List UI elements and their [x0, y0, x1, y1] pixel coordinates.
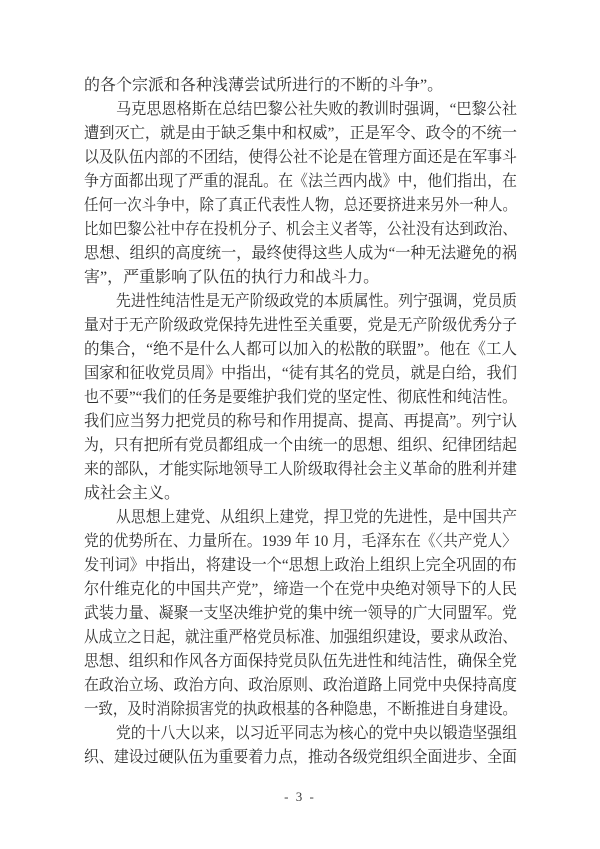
text-line-content: 从成立之日起，就注重严格党员标准、加强组织建设，要求从政治、	[84, 629, 517, 646]
text-line	[84, 194, 517, 218]
text-line	[84, 98, 517, 122]
text-line	[84, 746, 517, 770]
text-line-content: 的集合，“绝不是什么人都可以加入的松散的联盟”。他在《工人	[84, 341, 517, 358]
text-line	[84, 602, 517, 626]
text-line-content: 发刊词》中指出，将建设一个“思想上政治上组织上完全巩固的布	[84, 557, 517, 574]
text-line-content: 的各个宗派和各种浅薄尝试所进行的不断的斗争”。	[84, 77, 444, 94]
text-line	[84, 506, 517, 530]
text-line-content: 武装力量、凝聚一支坚决维护党的集中统一领导的广大同盟军。党	[84, 605, 517, 622]
text-line	[84, 674, 517, 698]
text-line-content: 马克思恩格斯在总结巴黎公社失败的教训时强调，“巴黎公社	[116, 101, 517, 118]
text-line-content: 为，只有把所有党员都组成一个由统一的思想、组织、纪律团结起	[84, 437, 517, 454]
text-line	[84, 698, 517, 722]
text-line	[84, 386, 517, 410]
text-line-content: 害”，严重影响了队伍的执行力和战斗力。	[84, 269, 380, 286]
text-line	[84, 410, 517, 434]
text-line	[84, 122, 517, 146]
text-line	[84, 530, 517, 554]
text-line	[84, 722, 517, 746]
text-block	[84, 74, 517, 770]
text-line-content: 以及队伍内部的不团结，使得公社不论是在管理方面还是在军事斗	[84, 149, 517, 166]
text-line-content: 思想、组织的高度统一，最终使得这些人成为“一种无法避免的祸	[84, 245, 517, 262]
text-line-content: 国家和征收党员周》中指出，“徒有其名的党员，就是白给，我们	[84, 365, 517, 382]
text-line	[84, 578, 517, 602]
text-line	[84, 362, 517, 386]
text-line	[84, 218, 517, 242]
text-line	[84, 434, 517, 458]
text-line-content: 我们应当努力把党员的称号和作用提高、提高、再提高”。列宁认	[84, 413, 517, 430]
text-line	[84, 458, 517, 482]
text-line-content: 遭到灭亡，就是由于缺乏集中和权威”，正是军令、政令的不统一	[84, 125, 517, 142]
text-line-content: 党的优势所在、力量所在。1939 年 10 月，毛泽东在《〈共产党人〉	[84, 533, 517, 550]
text-line-content: 从思想上建党、从组织上建党，捍卫党的先进性，是中国共产	[116, 509, 517, 526]
text-line	[84, 482, 517, 506]
text-line	[84, 146, 517, 170]
text-line-content: 量对于无产阶级政党保持先进性至关重要，党是无产阶级优秀分子	[84, 317, 517, 334]
text-line	[84, 290, 517, 314]
text-line-content: 党的十八大以来，以习近平同志为核心的党中央以锻造坚强组	[116, 725, 517, 742]
text-line	[84, 554, 517, 578]
text-line-content: 织、建设过硬队伍为重要着力点，推动各级党组织全面进步、全面	[84, 749, 517, 766]
text-line	[84, 170, 517, 194]
text-line-content: 一致，及时消除损害党的执政根基的各种隐患，不断推进自身建设。	[84, 701, 517, 718]
text-line-content: 任何一次斗争中，除了真正代表性人物，总还要挤进来另外一种人。	[84, 197, 517, 214]
text-line	[84, 242, 517, 266]
text-line-content: 来的部队，才能实际地领导工人阶级取得社会主义革命的胜利并建	[84, 461, 517, 478]
text-line-content: 先进性纯洁性是无产阶级政党的本质属性。列宁强调，党员质	[116, 293, 517, 310]
text-line-content: 在政治立场、政治方向、政治原则、政治道路上同党中央保持高度	[84, 677, 517, 694]
text-line-content: 比如巴黎公社中存在投机分子、机会主义者等，公社没有达到政治、	[84, 221, 517, 238]
text-line-content: 尔什维克化的中国共产党”，缔造一个在党中央绝对领导下的人民	[84, 581, 517, 598]
text-line	[84, 338, 517, 362]
text-line	[84, 650, 517, 674]
text-line-content: 也不要”“我们的任务是要维护我们党的坚定性、彻底性和纯洁性。	[84, 389, 517, 406]
text-line-content: 成社会主义。	[84, 485, 181, 502]
text-line	[84, 314, 517, 338]
text-line	[84, 266, 517, 290]
text-line	[84, 74, 517, 98]
text-line-content: 思想、组织和作风各方面保持党员队伍先进性和纯洁性，确保全党	[84, 653, 517, 670]
text-line	[84, 626, 517, 650]
text-line-content: 争方面都出现了严重的混乱。在《法兰西内战》中，他们指出，在	[84, 173, 517, 190]
page-number: - 3 -	[284, 789, 316, 804]
